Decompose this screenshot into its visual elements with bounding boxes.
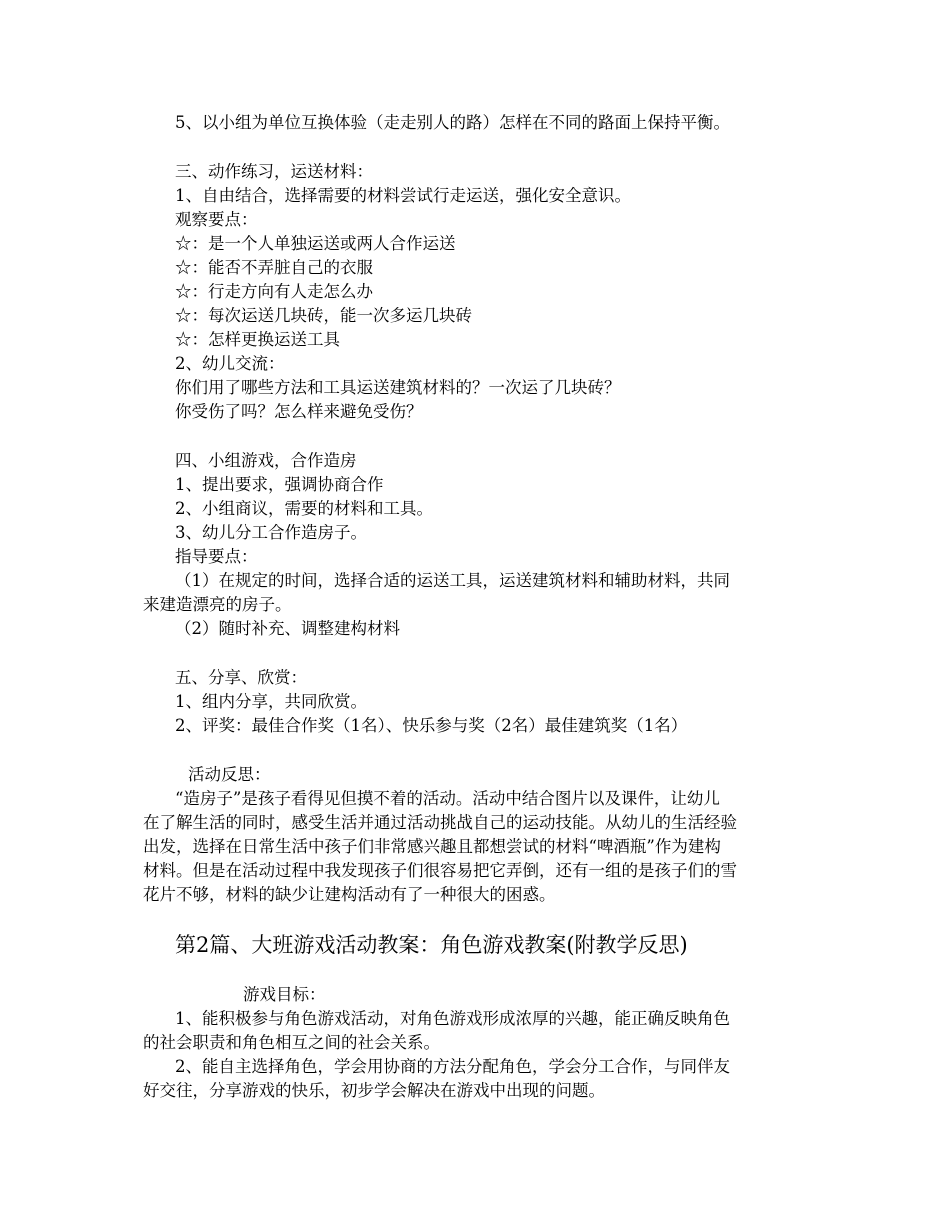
text-line: 2、能自主选择角色，学会用协商的方法分配角色，学会分工合作，与同伴友: [175, 1057, 730, 1076]
text-line: 3、幼儿分工合作造房子。: [175, 523, 367, 542]
text-line: 指导要点：: [175, 547, 258, 566]
text-line: 1、组内分享，共同欣赏。: [175, 692, 367, 711]
text-line: 的社会职责和角色相互之间的社会关系。: [143, 1033, 440, 1052]
text-line: 5、以小组为单位互换体验（走走别人的路）怎样在不同的路面上保持平衡。: [175, 113, 730, 132]
section-heading: 活动反思：: [188, 765, 271, 784]
text-line: 2、小组商议，需要的材料和工具。: [175, 499, 433, 518]
text-line: 好交往，分享游戏的快乐，初步学会解决在游戏中出现的问题。: [143, 1081, 605, 1100]
text-line: 你们用了哪些方法和工具运送建筑材料的？一次运了几块砖？: [175, 378, 621, 397]
section-heading: 三、动作练习，运送材料：: [175, 162, 373, 181]
text-line: 2、评奖：最佳合作奖（1名）、快乐参与奖（2名）最佳建筑奖（1名）: [175, 716, 688, 735]
text-line: 你受伤了吗？怎么样来避免受伤？: [175, 402, 423, 421]
text-line: 1、自由结合，选择需要的材料尝试行走运送，强化安全意识。: [175, 186, 631, 205]
article-title: 第2篇、大班游戏活动教案：角色游戏教案(附教学反思): [175, 933, 688, 957]
text-line: 材料。但是在活动过程中我发现孩子们很容易把它弄倒，还有一组的是孩子们的雪: [143, 861, 737, 880]
text-line: （1）在规定的时间，选择合适的运送工具，运送建筑材料和辅助材料，共同: [175, 571, 730, 590]
section-heading: 五、分享、欣赏：: [175, 668, 307, 687]
list-item: ☆：能否不弄脏自己的衣服: [175, 258, 373, 277]
list-item: ☆：是一个人单独运送或两人合作运送: [175, 234, 456, 253]
text-line: （2）随时补充、调整建构材料: [175, 619, 400, 638]
text-line: “造房子”是孩子看得见但摸不着的活动。活动中结合图片以及课件，让幼儿: [175, 789, 720, 808]
text-line: 出发，选择在日常生活中孩子们非常感兴趣且都想尝试的材料“啤酒瓶”作为建构: [143, 837, 721, 856]
text-line: 观察要点：: [175, 210, 258, 229]
section-heading: 游戏目标：: [243, 985, 326, 1004]
section-heading: 四、小组游戏，合作造房: [175, 451, 357, 470]
text-line: 1、提出要求，强调协商合作: [175, 475, 384, 494]
text-line: 2、幼儿交流：: [175, 354, 285, 373]
text-line: 在了解生活的同时，感受生活并通过活动挑战自己的运动技能。从幼儿的生活经验: [143, 813, 737, 832]
list-item: ☆：怎样更换运送工具: [175, 330, 340, 349]
text-line: 来建造漂亮的房子。: [143, 595, 292, 614]
list-item: ☆：行走方向有人走怎么办: [175, 282, 373, 301]
list-item: ☆：每次运送几块砖，能一次多运几块砖: [175, 306, 472, 325]
text-line: 花片不够，材料的缺少让建构活动有了一种很大的困惑。: [143, 885, 556, 904]
text-line: 1、能积极参与角色游戏活动，对角色游戏形成浓厚的兴趣，能正确反映角色: [175, 1009, 730, 1028]
